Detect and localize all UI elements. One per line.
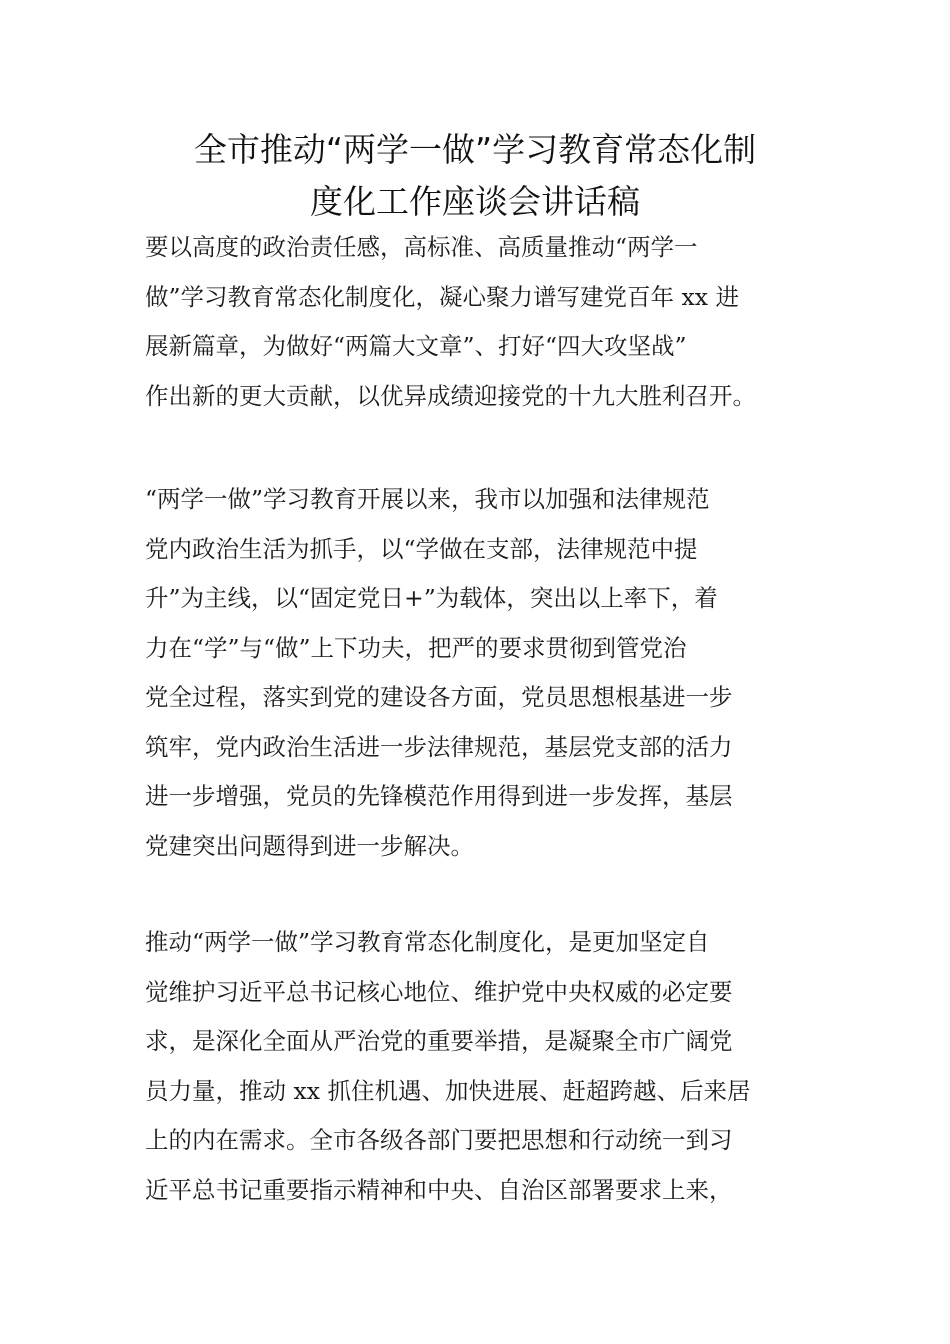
text-line: “两学一做”学习教育开展以来，我市以加强和法律规范 <box>145 485 710 513</box>
text-line: 员力量，推动 xx 抓住机遇、加快进展、赶超跨越、后来居 <box>145 1076 751 1105</box>
text-line: 做”学习教育常态化制度化，凝心聚力谱写建党百年 xx 进 <box>145 282 739 311</box>
text-line: 近平总书记重要指示精神和中央、自治区部署要求上来， <box>145 1175 733 1204</box>
text-line: 觉维护习近平总书记核心地位、维护党中央权威的必定要 <box>145 977 733 1006</box>
paragraph-3 <box>145 918 810 1215</box>
text-line: 筑牢，党内政治生活进一步法律规范，基层党支部的活力 <box>145 732 733 761</box>
paragraph-2 <box>145 475 810 871</box>
text-line: 党全过程，落实到党的建设各方面，党员思想根基进一步 <box>145 683 733 711</box>
title-line: 全市推动“两学一做”学习教育常态化制 <box>193 130 757 169</box>
text-line: 力在“学”与“做”上下功夫，把严的要求贯彻到管党治 <box>145 633 687 662</box>
text-line: 要以高度的政治责任感，高标准、高质量推动“两学一 <box>145 233 698 261</box>
paragraph-1 <box>145 223 810 421</box>
text-line: 上的内在需求。全市各级各部门要把思想和行动统一到习 <box>145 1126 733 1154</box>
text-line: 推动“两学一做”学习教育常态化制度化，是更加坚定自 <box>145 928 710 956</box>
text-line: 作出新的更大贡献，以优异成绩迎接党的十九大胜利召开。 <box>145 381 756 410</box>
text-line: 党内政治生活为抓手，以“学做在支部，法律规范中提 <box>145 534 698 563</box>
text-line: 求，是深化全面从严治党的重要举措，是凝聚全市广阔党 <box>145 1027 733 1055</box>
text-line: 升”为主线，以“固定党日+”为载体，突出以上率下，着 <box>145 584 718 612</box>
text-line: 展新篇章，为做好“两篇大文章”、打好“四大攻坚战” <box>145 332 687 360</box>
text-line: 进一步增强，党员的先锋模范作用得到进一步发挥，基层 <box>145 782 733 810</box>
text-line: 党建突出问题得到进一步解决。 <box>145 831 474 860</box>
document-title <box>145 124 805 228</box>
title-line: 度化工作座谈会讲话稿 <box>310 182 640 221</box>
